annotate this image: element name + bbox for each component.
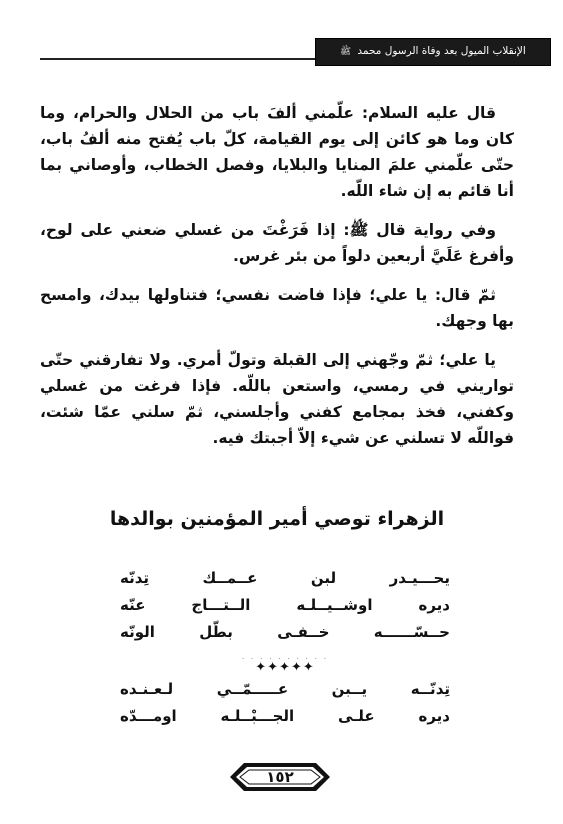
paragraph-3: ثمّ قال: يا علي؛ فإذا فاضت نفسي؛ فتناولها بيدك، وامسح بها وجهك.	[40, 286, 514, 330]
paragraph-1: قال عليه السلام: علّمني ألفَ باب من الحلال والحرام، وما كان وما هو كائن إلى يوم القيامة، كلّ باب يُفتح منه ألفُ باب، حتّى علّمني علمَ المنايا والبلايا، وفصل الخطاب، وأوصاني بما أنا قائم به إن شاء اللّه.	[40, 104, 514, 200]
page-number: ١٥٢	[266, 768, 294, 786]
poem-separator	[120, 652, 450, 675]
poem-verse: ديره علـى الجـــبْــلـه اومـــدّه	[120, 707, 450, 725]
paragraph-2: وفي رواية قال ﷺ: إذا فَرَغْتَ من غسلي ضعني على لوح، وأفرغ عَلَيَّ أربعين دلواً من بئر غرس.	[40, 221, 514, 265]
poem-verse: يحـــيـدر لبن عــمــك تِدنّه	[120, 569, 450, 587]
poem-verse: تِدنّــه يــبن عـــــمّــي لـعـنـده	[120, 680, 450, 698]
paragraph-4: يا علي؛ ثمّ وجّهني إلى القبلة وتولّ أمري. ولا تفارقني حتّى تواريني في رمسي، واستعن باللّه. فإذا فرغت من غسلي وكفني، فخذ بمجامع كفني وأجلسني، ثمّ سلني عمّا شئت، فواللّه لا تسلني عن شيء إلاّ أجبتك فيه.	[40, 351, 514, 447]
running-header	[315, 38, 551, 66]
poem-verse: ديره اوشــيــلـه الــتـــاج عنّه	[120, 596, 450, 614]
page-number-ornament	[230, 760, 330, 794]
salawat-glyph: ﷺ	[340, 47, 352, 57]
poem-verse: حــسّــــــه خــفـى بطّل الونّه	[120, 623, 450, 641]
section-heading: الزهراء توصي أمير المؤمنين بوالدها	[109, 508, 445, 530]
body-text	[40, 100, 514, 464]
separator-stars: ✦✦✦✦✦	[255, 660, 315, 675]
running-header-text: الإنقلاب الميول بعد وفاة الرسول محمد	[357, 45, 526, 57]
poem	[120, 565, 450, 730]
running-header-title	[340, 45, 526, 59]
separator-dots: . . . . . . . . . .	[241, 652, 329, 661]
